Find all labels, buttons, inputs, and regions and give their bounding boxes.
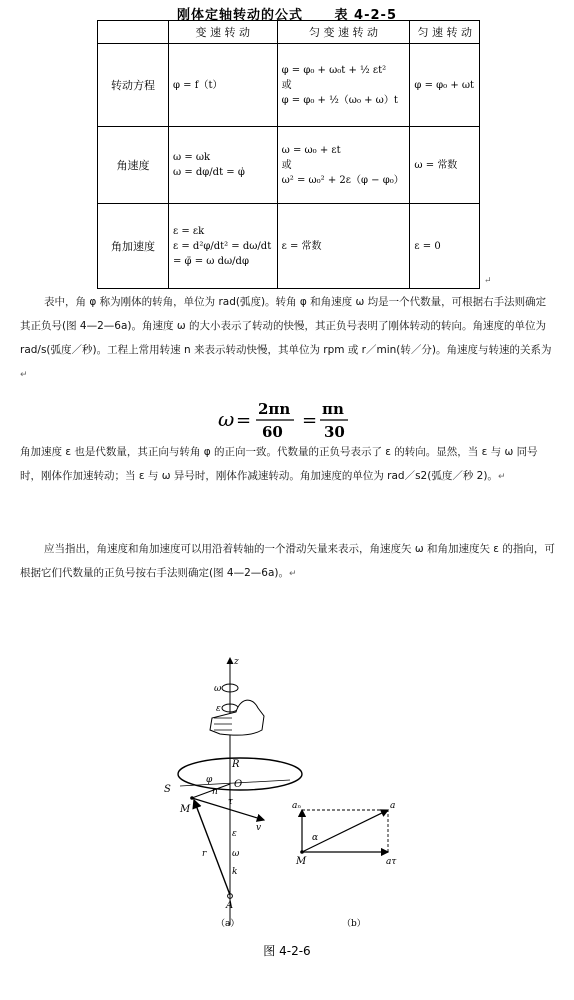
formula-line: ω = ωk <box>173 152 211 163</box>
paragraph-text: 角加速度 ε 也是代数量，其正向与转角 φ 的正向一致。代数量的正负号表示了 ε 的转向。显然，当 ε 与 ω 同号时，刚体作加速转动；当 ε 与 ω 异号时，刚体作减速转动。角加速度的单位为 rad／s2(弧度／秒 2)。 <box>20 446 538 482</box>
table-number: 表 4-2-5 <box>334 8 397 23</box>
sub-caption-b: （b） <box>342 919 366 929</box>
cell-uniform-accel <box>277 204 410 289</box>
label-a: a <box>390 801 396 811</box>
formula-line: = φ̈ = ω dω/dφ <box>173 255 249 267</box>
paragraph-text: 表中，角 φ 称为刚体的转角，单位为 rad(弧度)。转角 φ 和角速度 ω 均是一个代数量，可根据右手法则确定其正负号(图 4—2—6a)。角速度 ω 的大小表示了转动的快慢，其正负号表明了刚体转动的转向。角速度的单位为 rad/s(弧度／秒)。工程上常用转速 n 来表示转动快慢，其单位为 rpm 或 r／min(转／分)。角速度与转速的关系为 <box>20 296 552 356</box>
paragraph-text: 应当指出，角速度和角加速度可以用沿着转轴的一个滑动矢量来表示，角速度矢 ω 和角加速度矢 ε 的指向，可根据它们代数量的正负号按右手法则确定(图 4—2—6a)。 <box>20 543 555 579</box>
equation-omega <box>200 396 380 442</box>
formula-line: ω = ω₀ + εt <box>281 144 341 156</box>
equation-equals: = <box>302 410 318 431</box>
point-M-b <box>300 850 304 854</box>
header-uniform-accel: 匀 变 速 转 动 <box>277 21 410 44</box>
label-M-b: M <box>296 856 307 867</box>
paragraph-mark: ↵ <box>497 472 506 482</box>
diagram-a <box>164 657 302 929</box>
label-atau: aτ <box>386 857 397 867</box>
formula-line: ε = d²φ/dt² = dω/dt <box>173 240 272 252</box>
position-vector-r <box>194 800 230 895</box>
cell-uniform <box>410 204 480 289</box>
header-variable: 变 速 转 动 <box>169 21 278 44</box>
formula-table <box>97 20 480 289</box>
row-label: 转动方程 <box>98 44 169 127</box>
cell-variable <box>169 127 278 204</box>
label-epsilon-axis: ε <box>232 829 237 839</box>
formula-line: ω = dφ/dt = φ̇ <box>173 167 245 178</box>
label-M: M <box>180 804 191 815</box>
label-O: O <box>234 779 243 790</box>
cell-variable <box>169 204 278 289</box>
equation-equals: = <box>236 410 252 431</box>
label-omega: ω <box>214 684 222 694</box>
figure-4-2-6 <box>140 650 440 940</box>
formula-line: ε = 0 <box>414 240 441 252</box>
equation-numerator-1: 2πn <box>258 400 291 418</box>
label-z: z <box>234 657 239 667</box>
formula-line: ω = 常数 <box>414 159 458 171</box>
formula-line: ε = 常数 <box>281 240 322 252</box>
label-epsilon: ε <box>216 704 221 714</box>
sub-caption-a: （a） <box>216 919 240 929</box>
equation-denominator-2: 30 <box>324 423 345 441</box>
equation-omega-symbol: ω <box>218 407 235 431</box>
paragraph-mark: ↵ <box>289 569 297 579</box>
row-label: 角速度 <box>98 127 169 204</box>
table-row <box>98 44 480 127</box>
table-row <box>98 127 480 204</box>
formula-line: ε = εk <box>173 225 205 237</box>
paragraph-mark: ↵ <box>20 370 28 380</box>
cell-uniform <box>410 127 480 204</box>
formula-line: φ = φ₀ + ωt <box>414 79 475 91</box>
figure-caption: 图 4-2-6 <box>263 944 311 958</box>
paragraph-mark: ↵ <box>484 276 492 286</box>
paragraph-3 <box>20 537 556 586</box>
equation-numerator-2: πn <box>322 400 344 418</box>
cell-variable <box>169 44 278 127</box>
formula-line: φ = φ₀ + ω₀t + ½ εt² <box>281 64 387 76</box>
label-v: v <box>256 823 262 833</box>
cell-uniform <box>410 44 480 127</box>
formula-line: 或 <box>281 79 292 91</box>
label-an: aₙ <box>292 801 302 811</box>
formula-line: φ = φ₀ + ½（ω₀ + ω）t <box>281 94 398 106</box>
label-tau: τ <box>228 797 233 807</box>
label-r: r <box>202 849 207 859</box>
row-label: 角加速度 <box>98 204 169 289</box>
label-A: A <box>226 900 234 911</box>
diagram-b <box>292 801 397 929</box>
table-row <box>98 204 480 289</box>
label-n: n <box>212 787 218 797</box>
table-title: 刚体定轴转动的公式 <box>176 8 303 23</box>
label-R: R <box>232 759 240 770</box>
cell-uniform-accel <box>277 127 410 204</box>
label-phi: φ <box>206 775 213 785</box>
label-omega-axis: ω <box>232 849 240 859</box>
paragraph-2 <box>20 440 556 489</box>
paragraph-1 <box>20 290 556 387</box>
table-corner-cell <box>98 21 169 44</box>
cell-uniform-accel <box>277 44 410 127</box>
total-accel-vector <box>302 810 388 852</box>
equation-denominator-1: 60 <box>262 423 283 441</box>
header-uniform: 匀 速 转 动 <box>410 21 480 44</box>
formula-line: ω² = ω₀² + 2ε（φ − φ₀） <box>281 174 404 186</box>
label-S: S <box>164 784 171 795</box>
label-k: k <box>232 867 238 877</box>
label-alpha: α <box>312 833 319 843</box>
formula-line: φ = f（t） <box>173 79 223 91</box>
formula-line: 或 <box>281 159 292 171</box>
